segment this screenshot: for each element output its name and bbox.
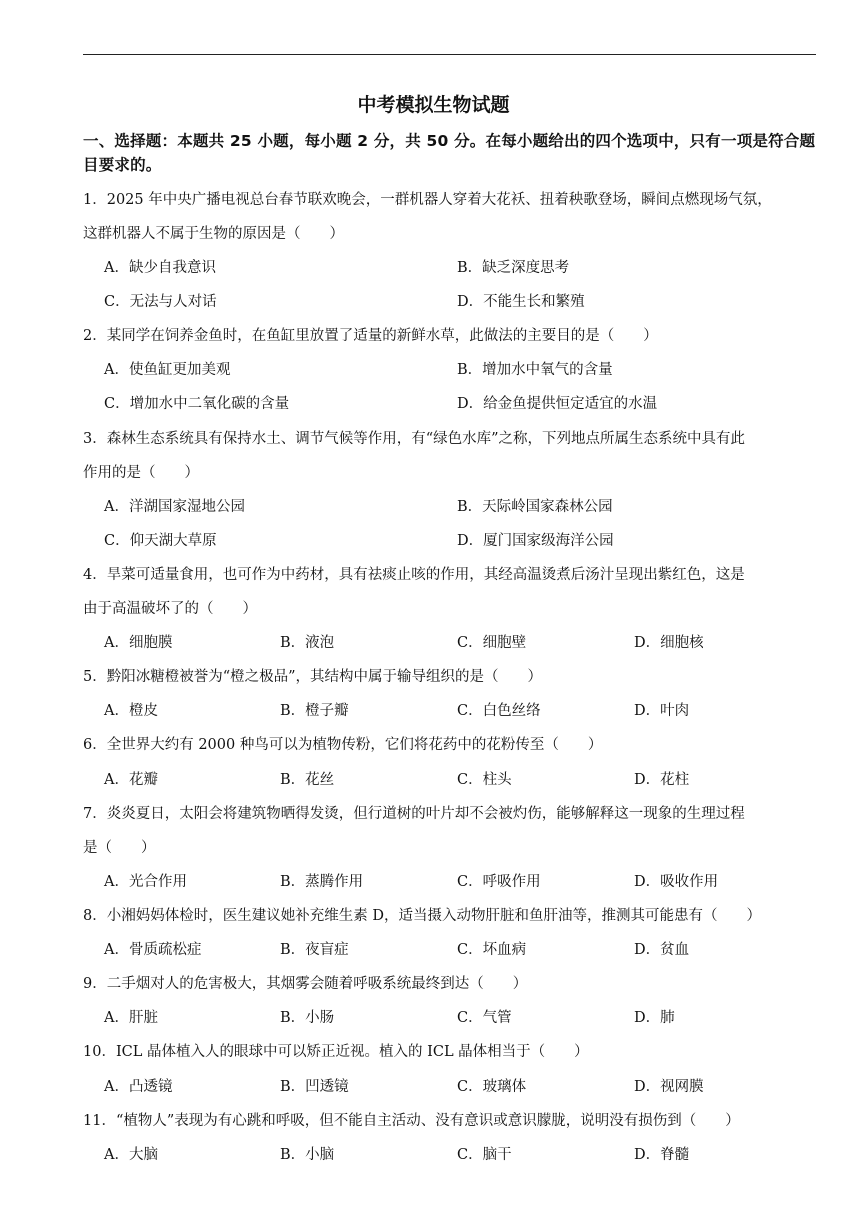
question-11-stem-line: 11．“植物人”表现为有心跳和呼吸，但不能自主活动、没有意识或意识朦胧，说明没有损伤到（ ） bbox=[83, 1113, 740, 1129]
section-heading: 一、选择题：本题共 25 小题，每小题 2 分，共 50 分。在每小题给出的四个选项中，只有一项是符合题目要求的。 bbox=[83, 132, 816, 174]
question-9-option-c: C．气管 bbox=[457, 1010, 512, 1026]
question-10-option-c: C．玻璃体 bbox=[457, 1079, 527, 1095]
question-10-option-a: A．凸透镜 bbox=[104, 1079, 173, 1095]
question-4-option-d: D．细胞核 bbox=[634, 635, 704, 651]
question-6-option-d: D．花柱 bbox=[634, 772, 690, 788]
question-6-option-b: B．花丝 bbox=[280, 772, 335, 788]
question-11-option-a: A．大脑 bbox=[104, 1147, 158, 1163]
question-7-option-c: C．呼吸作用 bbox=[457, 874, 541, 890]
question-3-stem-line: 3．森林生态系统具有保持水土、调节气候等作用，有“绿色水库”之称，下列地点所属生态系统中具有此 bbox=[83, 431, 746, 447]
question-3-stem-line: 作用的是（ ） bbox=[83, 465, 199, 481]
question-5-option-c: C．白色丝络 bbox=[457, 703, 541, 719]
question-1-option-a: A．缺少自我意识 bbox=[104, 260, 216, 276]
question-6-option-a: A．花瓣 bbox=[104, 772, 158, 788]
question-4-option-c: C．细胞壁 bbox=[457, 635, 527, 651]
question-2-stem-line: 2．某同学在饲养金鱼时，在鱼缸里放置了适量的新鲜水草，此做法的主要目的是（ ） bbox=[83, 328, 658, 344]
question-1-option-d: D．不能生长和繁殖 bbox=[457, 294, 585, 310]
question-8-option-d: D．贫血 bbox=[634, 942, 690, 958]
question-8-option-c: C．坏血病 bbox=[457, 942, 527, 958]
question-8-option-a: A．骨质疏松症 bbox=[104, 942, 202, 958]
question-8-option-b: B．夜盲症 bbox=[280, 942, 349, 958]
question-1-option-c: C．无法与人对话 bbox=[104, 294, 217, 310]
question-3-option-c: C．仰天湖大草原 bbox=[104, 533, 217, 549]
question-10-option-d: D．视网膜 bbox=[634, 1079, 704, 1095]
question-5-option-d: D．叶肉 bbox=[634, 703, 690, 719]
question-4-stem-line: 4．旱菜可适量食用，也可作为中药材，具有祛痰止咳的作用，其经高温烫煮后汤汁呈现出紫红色，这是 bbox=[83, 567, 745, 583]
question-1-option-b: B．缺乏深度思考 bbox=[457, 260, 570, 276]
question-10-stem-line: 10．ICL 晶体植入人的眼球中可以矫正近视。植入的 ICL 晶体相当于（ ） bbox=[83, 1044, 589, 1060]
question-11-option-c: C．脑干 bbox=[457, 1147, 512, 1163]
question-4-stem-line: 由于高温破坏了的（ ） bbox=[83, 601, 257, 617]
question-4-option-a: A．细胞膜 bbox=[104, 635, 173, 651]
question-8-stem-line: 8．小湘妈妈体检时，医生建议她补充维生素 D，适当摄入动物肝脏和鱼肝油等，推测其可能患有（ ） bbox=[83, 908, 761, 924]
question-7-option-b: B．蒸腾作用 bbox=[280, 874, 364, 890]
question-9-option-a: A．肝脏 bbox=[104, 1010, 158, 1026]
question-4-option-b: B．液泡 bbox=[280, 635, 335, 651]
page-title: 中考模拟生物试题 bbox=[357, 94, 510, 116]
question-1-stem-line: 1．2025 年中央广播电视总台春节联欢晚会，一群机器人穿着大花袄、扭着秧歌登场，瞬间点燃现场气氛， bbox=[83, 192, 772, 208]
question-1-stem-line: 这群机器人不属于生物的原因是（ ） bbox=[83, 226, 344, 242]
question-7-stem-line: 7．炎炎夏日，太阳会将建筑物晒得发烫，但行道树的叶片却不会被灼伤，能够解释这一现象的生理过程 bbox=[83, 806, 745, 822]
question-7-option-a: A．光合作用 bbox=[104, 874, 187, 890]
header-rule bbox=[83, 54, 816, 55]
question-6-option-c: C．柱头 bbox=[457, 772, 512, 788]
question-2-option-a: A．使鱼缸更加美观 bbox=[104, 362, 231, 378]
question-7-option-d: D．吸收作用 bbox=[634, 874, 719, 890]
question-3-option-d: D．厦门国家级海洋公园 bbox=[457, 533, 614, 549]
question-5-stem-line: 5．黔阳冰糖橙被誉为“橙之极品”，其结构中属于输导组织的是（ ） bbox=[83, 669, 543, 685]
question-11-option-b: B．小脑 bbox=[280, 1147, 335, 1163]
question-11-option-d: D．脊髓 bbox=[634, 1147, 690, 1163]
question-2-option-d: D．给金鱼提供恒定适宜的水温 bbox=[457, 396, 658, 412]
question-10-option-b: B．凹透镜 bbox=[280, 1079, 349, 1095]
question-5-option-a: A．橙皮 bbox=[104, 703, 158, 719]
question-9-stem-line: 9．二手烟对人的危害极大，其烟雾会随着呼吸系统最终到达（ ） bbox=[83, 976, 528, 992]
question-3-option-b: B．天际岭国家森林公园 bbox=[457, 499, 613, 515]
question-9-option-b: B．小肠 bbox=[280, 1010, 335, 1026]
question-9-option-d: D．肺 bbox=[634, 1010, 675, 1026]
question-6-stem-line: 6．全世界大约有 2000 种鸟可以为植物传粉，它们将花药中的花粉传至（ ） bbox=[83, 737, 603, 753]
question-5-option-b: B．橙子瓣 bbox=[280, 703, 349, 719]
question-2-option-c: C．增加水中二氧化碳的含量 bbox=[104, 396, 290, 412]
question-3-option-a: A．洋湖国家湿地公园 bbox=[104, 499, 245, 515]
question-2-option-b: B．增加水中氧气的含量 bbox=[457, 362, 613, 378]
question-7-stem-line: 是（ ） bbox=[83, 840, 156, 856]
